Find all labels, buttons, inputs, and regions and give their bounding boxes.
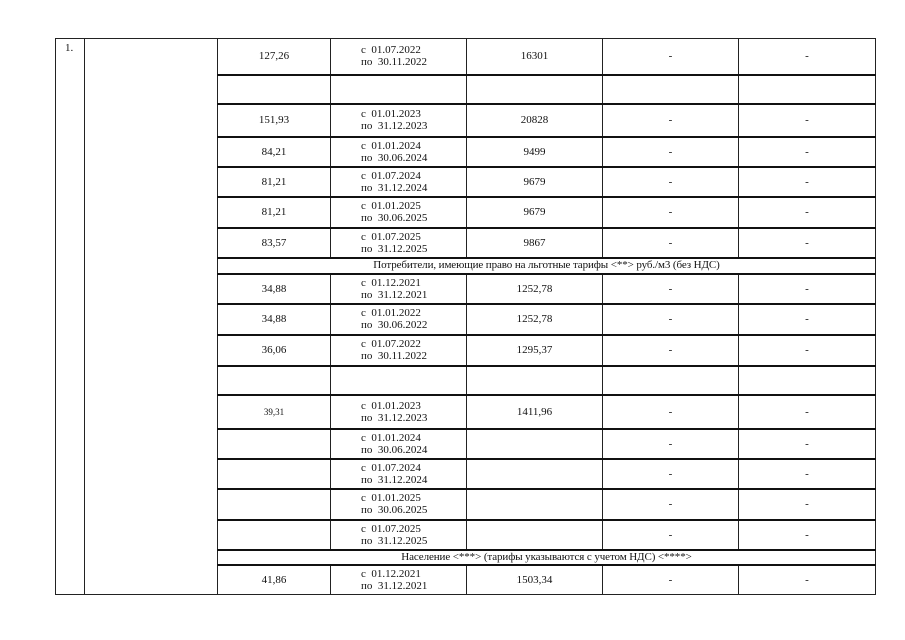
dash-cell: -: [739, 459, 876, 489]
period-cell: [331, 459, 467, 489]
period-to: по 31.12.2024: [361, 473, 428, 486]
empty-cell: [603, 366, 739, 395]
period-to: по 31.12.2025: [361, 242, 428, 255]
period-to: по 30.11.2022: [361, 350, 427, 362]
dash-cell: -: [603, 429, 739, 459]
dash-cell: -: [739, 429, 876, 459]
period-from: с 01.07.2024: [361, 169, 421, 182]
period-to: по 30.06.2024: [361, 443, 428, 456]
value-cell: 1503,34: [467, 565, 603, 595]
period-to: по 31.12.2021: [361, 288, 428, 301]
price-cell: 151,93: [218, 104, 331, 137]
period-from: с 01.01.2025: [361, 492, 421, 504]
value-cell: 20828: [467, 104, 603, 137]
dash-cell: -: [603, 197, 739, 228]
dash-cell: -: [603, 520, 739, 550]
period-to: по 31.12.2025: [361, 534, 428, 547]
dash-cell: -: [739, 304, 876, 335]
value-cell: 9499: [467, 137, 603, 167]
dash-cell: -: [603, 104, 739, 137]
value-cell: [467, 489, 603, 520]
empty-cell: [218, 75, 331, 104]
period-cell: [331, 304, 467, 335]
price-cell: 127,26: [218, 39, 331, 75]
value-cell: [467, 429, 603, 459]
period-cell: [331, 137, 467, 167]
period-to: по 31.12.2023: [361, 411, 428, 424]
period-cell: [331, 565, 467, 595]
empty-cell: [739, 366, 876, 395]
period-to: по 31.12.2024: [361, 181, 428, 194]
value-cell: 9679: [467, 167, 603, 197]
price-cell: 81,21: [218, 197, 331, 228]
tariff-table: [55, 38, 876, 595]
dash-cell: -: [739, 489, 876, 520]
dash-cell: -: [739, 197, 876, 228]
price-cell: [218, 520, 331, 550]
dash-cell: -: [603, 304, 739, 335]
dash-cell: -: [739, 520, 876, 550]
table-row: [56, 39, 876, 75]
period-cell: [331, 274, 467, 304]
value-cell: 9867: [467, 228, 603, 258]
period-from: с 01.07.2022: [361, 338, 421, 350]
dash-cell: -: [603, 459, 739, 489]
period-from: с 01.12.2021: [361, 276, 421, 289]
empty-cell: [467, 75, 603, 104]
dash-cell: -: [603, 489, 739, 520]
period-from: с 01.01.2023: [361, 108, 421, 120]
row-number-cell: 1.: [56, 39, 85, 595]
dash-cell: -: [603, 228, 739, 258]
period-cell: [331, 228, 467, 258]
period-from: с 01.01.2023: [361, 399, 421, 412]
dash-cell: -: [739, 137, 876, 167]
period-to: по 30.11.2022: [361, 56, 427, 69]
section-heading: Население <***> (тарифы указываются с учетом НДС) <****>: [218, 550, 876, 565]
dash-cell: -: [739, 274, 876, 304]
empty-cell: [218, 366, 331, 395]
period-cell: [331, 429, 467, 459]
price-cell: 41,86: [218, 565, 331, 595]
period-to: по 30.06.2024: [361, 151, 428, 164]
period-cell: [331, 335, 467, 366]
value-cell: 16301: [467, 39, 603, 75]
dash-cell: -: [603, 395, 739, 429]
price-cell: 34,88: [218, 274, 331, 304]
value-cell: 1252,78: [467, 304, 603, 335]
dash-cell: -: [603, 274, 739, 304]
price-cell: [218, 459, 331, 489]
period-to: по 31.12.2021: [361, 579, 428, 592]
dash-cell: -: [739, 167, 876, 197]
value-cell: 1411,96: [467, 395, 603, 429]
period-cell: [331, 167, 467, 197]
dash-cell: -: [739, 335, 876, 366]
dash-cell: -: [739, 565, 876, 595]
value-cell: 9679: [467, 197, 603, 228]
period-cell: [331, 489, 467, 520]
period-cell: [331, 197, 467, 228]
value-cell: [467, 520, 603, 550]
dash-cell: -: [603, 39, 739, 75]
dash-cell: -: [603, 565, 739, 595]
period-from: с 01.07.2025: [361, 230, 421, 243]
dash-cell: -: [739, 228, 876, 258]
period-from: с 01.07.2022: [361, 44, 421, 57]
price-cell: 81,21: [218, 167, 331, 197]
name-cell: [85, 39, 218, 595]
value-cell: [467, 459, 603, 489]
period-cell: [331, 395, 467, 429]
value-cell: 1252,78: [467, 274, 603, 304]
empty-cell: [467, 366, 603, 395]
dash-cell: -: [739, 395, 876, 429]
period-from: с 01.07.2024: [361, 461, 421, 474]
price-cell: [218, 429, 331, 459]
section-heading: Потребители, имеющие право на льготные тарифы <**> руб./м3 (без НДС): [218, 258, 876, 274]
dash-cell: -: [739, 104, 876, 137]
period-from: с 01.01.2025: [361, 200, 421, 212]
period-to: по 30.06.2022: [361, 319, 428, 331]
price-cell: 39,31: [218, 395, 331, 429]
dash-cell: -: [603, 167, 739, 197]
period-from: с 01.01.2022: [361, 307, 421, 319]
price-cell: 84,21: [218, 137, 331, 167]
period-cell: [331, 39, 467, 75]
dash-cell: -: [603, 137, 739, 167]
price-cell: 83,57: [218, 228, 331, 258]
empty-cell: [331, 366, 467, 395]
dash-cell: -: [739, 39, 876, 75]
period-from: с 01.01.2024: [361, 139, 421, 152]
price-cell: [218, 489, 331, 520]
empty-cell: [331, 75, 467, 104]
period-to: по 30.06.2025: [361, 504, 428, 516]
dash-cell: -: [603, 335, 739, 366]
period-cell: [331, 104, 467, 137]
period-cell: [331, 520, 467, 550]
empty-cell: [739, 75, 876, 104]
price-cell: 34,88: [218, 304, 331, 335]
period-to: по 30.06.2025: [361, 212, 428, 224]
price-cell: 36,06: [218, 335, 331, 366]
period-from: с 01.12.2021: [361, 567, 421, 580]
value-cell: 1295,37: [467, 335, 603, 366]
empty-cell: [603, 75, 739, 104]
period-from: с 01.07.2025: [361, 522, 421, 535]
period-to: по 31.12.2023: [361, 120, 428, 132]
period-from: с 01.01.2024: [361, 431, 421, 444]
